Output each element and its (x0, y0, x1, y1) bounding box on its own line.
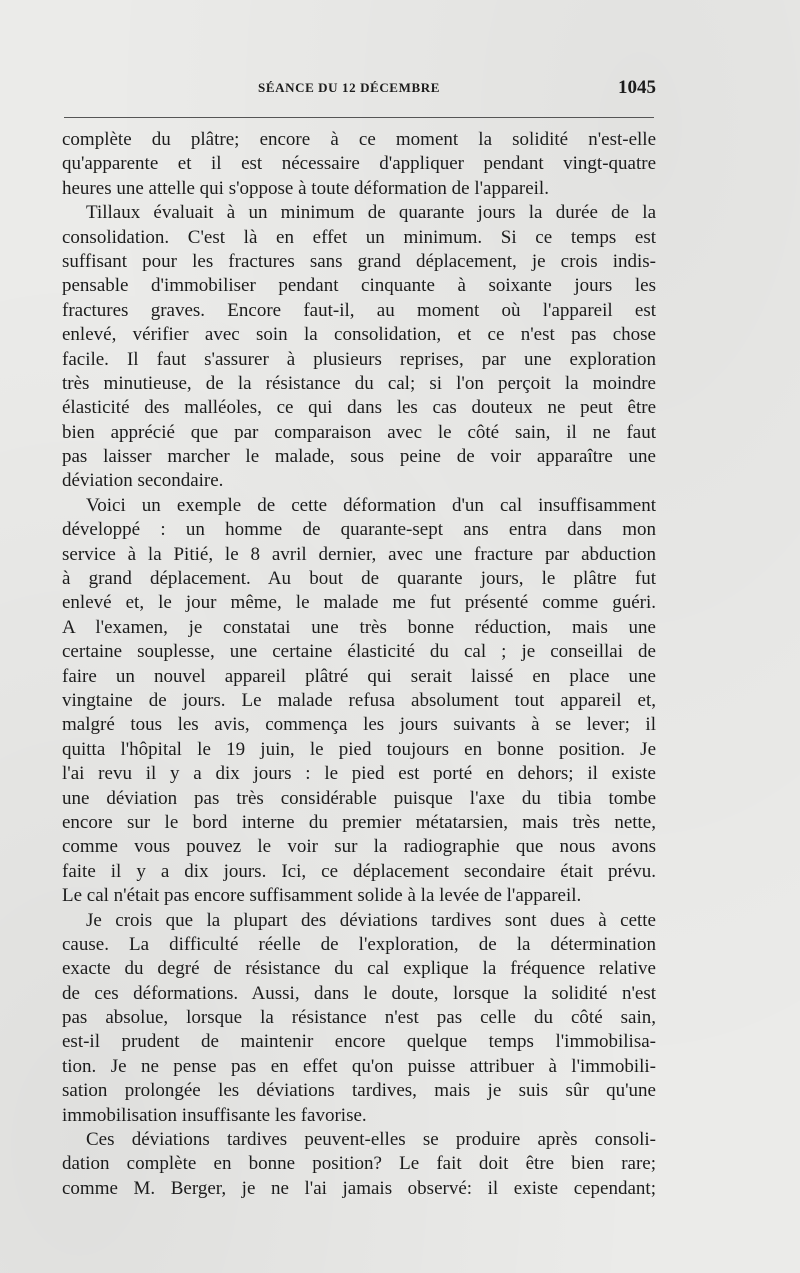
text-line: service à la Pitié, le 8 avril dernier, avec une fracture par abduction (62, 543, 656, 565)
text-line: quitta l'hôpital le 19 juin, le pied toujours en bonne position. Je (62, 738, 656, 760)
text-line: faite il y a dix jours. Ici, ce déplacement secondaire était prévu. (62, 860, 656, 882)
text-line: une déviation pas très considérable puisque l'axe du tibia tombe (62, 787, 656, 809)
text-line: sation prolongée les déviations tardives, mais je suis sûr qu'une (62, 1080, 656, 1102)
text-line: consolidation. C'est là en effet un minimum. Si ce temps est (62, 226, 656, 248)
body-text (62, 128, 656, 1201)
text-line: malgré tous les avis, commença les jours suivants à se lever; il (62, 714, 656, 736)
text-line: comme vous pouvez le voir sur la radiographie que nous avons (62, 836, 656, 858)
paragraph-start-line: Je crois que la plupart des déviations tardives sont dues à cette (86, 909, 656, 931)
text-line: cause. La difficulté réelle de l'exploration, de la détermination (62, 933, 656, 955)
text-line: à grand déplacement. Au bout de quarante jours, le plâtre fut (62, 568, 656, 590)
text-line: développé : un homme de quarante-sept ans entra dans mon (62, 519, 656, 541)
text-line: qu'apparente et il est nécessaire d'appliquer pendant vingt-quatre (62, 153, 656, 175)
text-line: élasticité des malléoles, ce qui dans les cas douteux ne peut être (62, 397, 656, 419)
text-line: est-il prudent de maintenir encore quelque temps l'immobilisa- (62, 1031, 656, 1053)
text-line: heures une attelle qui s'oppose à toute déformation de l'appareil. (62, 177, 549, 199)
text-line: Le cal n'était pas encore suffisamment solide à la levée de l'appareil. (62, 885, 582, 907)
text-line: exacte du degré de résistance du cal explique la fréquence relative (62, 958, 656, 980)
text-line: l'ai revu il y a dix jours : le pied est porté en dehors; il existe (62, 763, 656, 785)
paragraph-start-line: Voici un exemple de cette déformation d'un cal insuffisamment (86, 494, 656, 516)
text-line: fractures graves. Encore faut-il, au moment où l'appareil est (62, 299, 656, 321)
text-line: certaine souplesse, une certaine élasticité du cal ; je conseillai de (62, 641, 656, 663)
text-line: suffisant pour les fractures sans grand déplacement, je crois indis- (62, 250, 656, 272)
text-line: dation complète en bonne position? Le fait doit être bien rare; (62, 1153, 656, 1175)
header-rule (64, 117, 654, 118)
page-number: 1045 (618, 77, 656, 98)
page-header (62, 77, 656, 100)
text-line: pensable d'immobiliser pendant cinquante à soixante jours les (62, 275, 656, 297)
paragraph-start-line: Tillaux évaluait à un minimum de quarante jours la durée de la (86, 202, 656, 224)
text-line: pas absolue, lorsque la résistance n'est pas celle du côté sain, (62, 1007, 656, 1029)
text-line: faire un nouvel appareil plâtré qui serait laissé en place une (62, 665, 656, 687)
text-line: A l'examen, je constatai une très bonne réduction, mais une (62, 616, 656, 638)
paragraph-start-line: Ces déviations tardives peuvent-elles se produire après consoli- (86, 1129, 656, 1151)
text-line: tion. Je ne pense pas en effet qu'on puisse attribuer à l'immobili- (62, 1055, 656, 1077)
text-line: enlevé, vérifier avec soin la consolidation, et ce n'est pas chose (62, 324, 656, 346)
text-line: pas laisser marcher le malade, sous peine de voir apparaître une (62, 446, 656, 468)
text-line: comme M. Berger, je ne l'ai jamais observé: il existe cependant; (62, 1177, 656, 1199)
text-line: facile. Il faut s'assurer à plusieurs reprises, par une exploration (62, 348, 656, 370)
text-line: très minutieuse, de la résistance du cal; si l'on perçoit la moindre (62, 372, 656, 394)
text-line: complète du plâtre; encore à ce moment la solidité n'est-elle (62, 129, 656, 150)
text-line: encore sur le bord interne du premier métatarsien, mais très nette, (62, 811, 656, 833)
text-line: enlevé et, le jour même, le malade me fut présenté comme guéri. (62, 592, 656, 614)
text-line: vingtaine de jours. Le malade refusa absolument tout appareil et, (62, 689, 656, 711)
running-head: SÉANCE DU 12 DÉCEMBRE (258, 80, 440, 95)
text-line: déviation secondaire. (62, 470, 224, 492)
text-line: immobilisation insuffisante les favorise. (62, 1104, 367, 1126)
text-line: bien apprécié que par comparaison avec le côté sain, il ne faut (62, 421, 656, 443)
text-line: de ces déformations. Aussi, dans le doute, lorsque la solidité n'est (62, 982, 656, 1004)
